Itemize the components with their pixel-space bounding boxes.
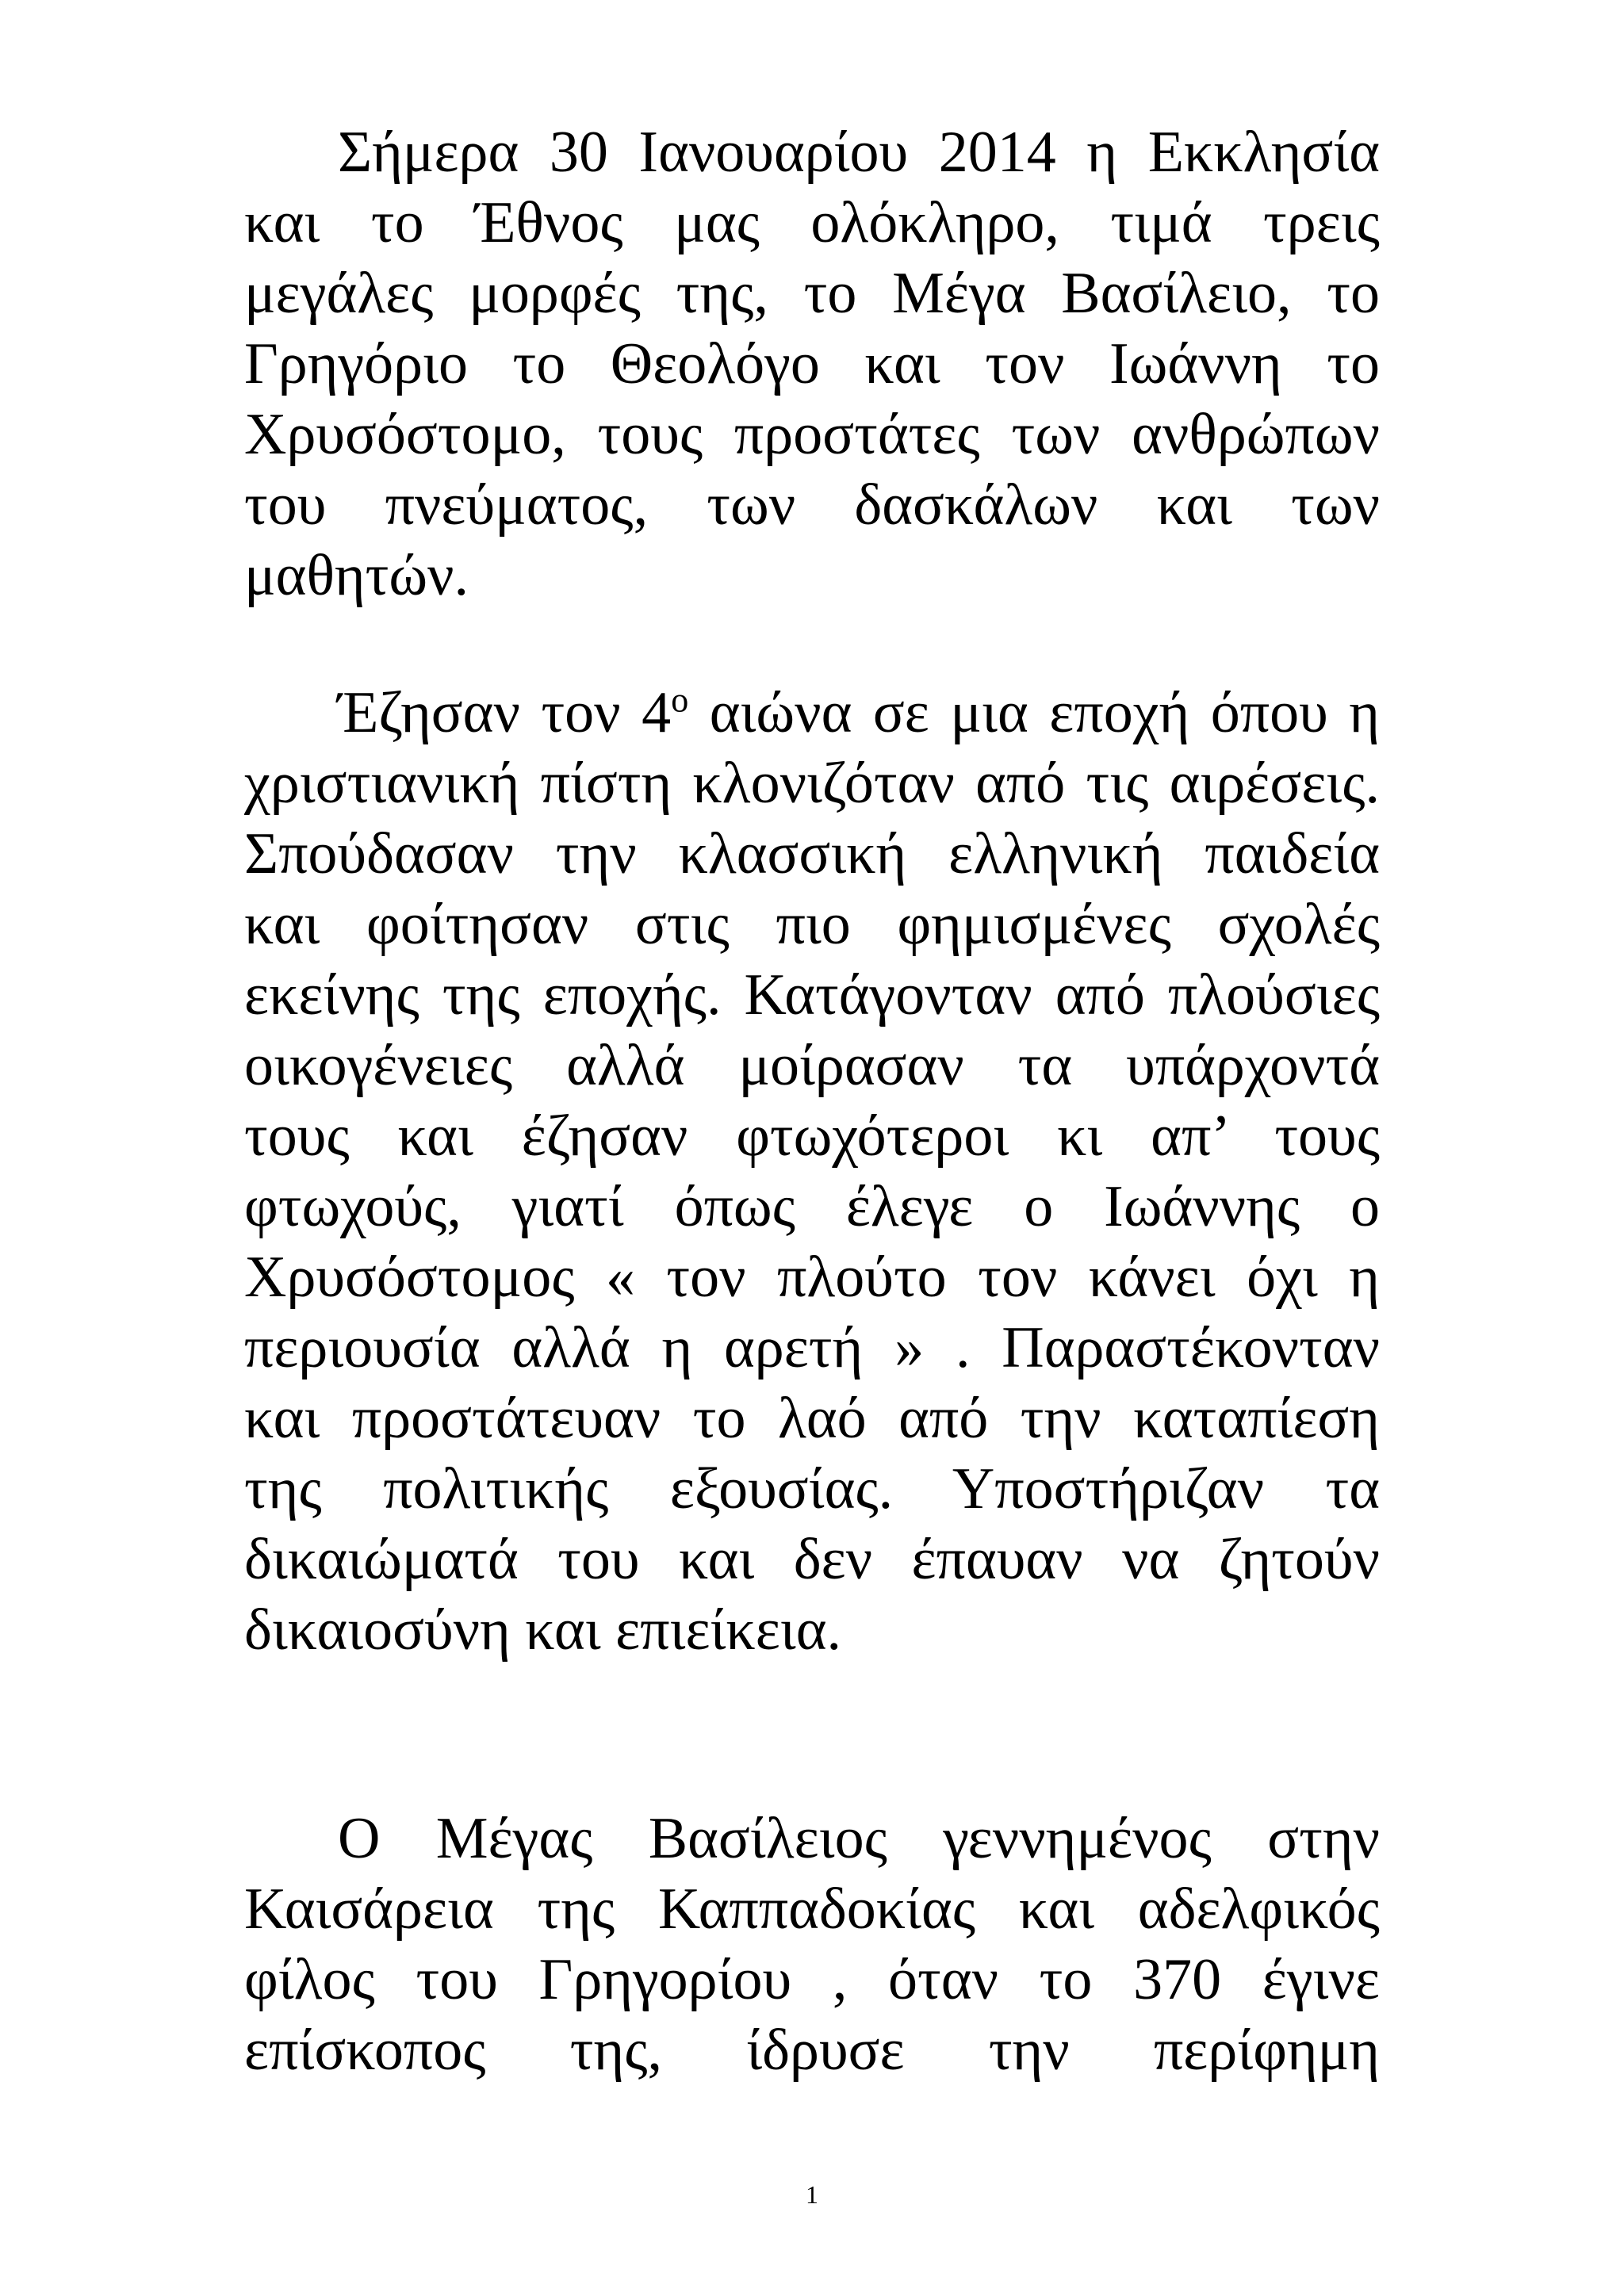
text-line: Γρηγόριο το Θεολόγο και τον Ιωάννη το (244, 331, 1380, 396)
text-line: Χρυσόστομος « τον πλούτο τον κάνει όχι η (244, 1245, 1380, 1310)
text-line: δικαιοσύνη και επιείκεια. (244, 1598, 841, 1663)
paragraph-fourth-century (244, 678, 1380, 1666)
page-number: 1 (806, 2180, 818, 2209)
text-line: και φοίτησαν στις πιο φημισμένες σχολές (244, 892, 1380, 957)
text-line: εκείνης της εποχής. Κατάγονταν από πλούσιες (244, 962, 1380, 1027)
text-line: μεγάλες μορφές της, το Μέγα Βασίλειο, το (244, 261, 1380, 326)
text-line: Σήμερα 30 Ιανουαρίου 2014 η Εκκλησία (338, 120, 1380, 185)
text-line: και το Έθνος μας ολόκληρο, τιμά τρεις (244, 190, 1380, 255)
text-line: περιουσία αλλά η αρετή » . Παραστέκονταν (244, 1315, 1380, 1380)
text-line: μαθητών. (244, 543, 469, 608)
text-line: επίσκοπος της, ίδρυσε την περίφημη (244, 2018, 1380, 2083)
text-line: δικαιώματά του και δεν έπαυαν να ζητούν (244, 1527, 1380, 1592)
text-line: και προστάτευαν το λαό από την καταπίεση (244, 1386, 1380, 1451)
text-line: φίλος του Γρηγορίου , όταν το 370 έγινε (244, 1947, 1380, 2012)
ordinal-superscript: ο (671, 680, 689, 720)
text-line: Καισάρεια της Καππαδοκίας και αδελφικός (244, 1877, 1380, 1942)
text-line (244, 678, 1380, 748)
text-line: του πνεύματος, των δασκάλων και των (244, 473, 1380, 538)
text-line: Χρυσόστομο, τους προστάτες των ανθρώπων (244, 402, 1380, 467)
paragraph-feast-day (244, 117, 1380, 611)
text-line: οικογένειες αλλά μοίρασαν τα υπάρχοντά (244, 1033, 1380, 1098)
text-line: Ο Μέγας Βασίλειος γεννημένος στην (338, 1806, 1380, 1871)
text-segment: Έζησαν τον 4 (338, 680, 672, 745)
paragraph-basil-the-great (244, 1804, 1380, 2086)
text-segment: αιώνα σε μια εποχή όπου η (688, 680, 1380, 745)
text-line: φτωχούς, γιατί όπως έλεγε ο Ιωάννης ο (244, 1174, 1380, 1239)
text-line: της πολιτικής εξουσίας. Υποστήριζαν τα (244, 1456, 1380, 1521)
text-line: τους και έζησαν φτωχότεροι κι απ’ τους (244, 1104, 1380, 1169)
text-line: χριστιανική πίστη κλονιζόταν από τις αιρέσεις. (244, 751, 1380, 816)
text-line: Σπούδασαν την κλασσική ελληνική παιδεία (244, 821, 1380, 886)
